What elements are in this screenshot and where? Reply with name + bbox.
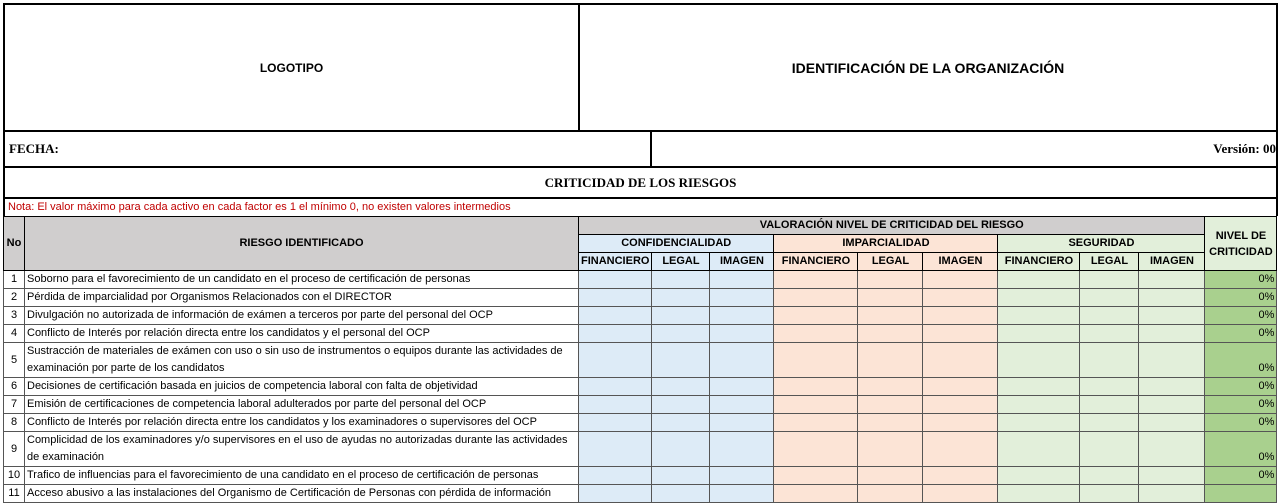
score-cell-imagen[interactable] — [710, 467, 774, 485]
score-cell-legal[interactable] — [858, 289, 923, 307]
score-cell-imagen[interactable] — [923, 271, 998, 289]
score-cell-legal[interactable] — [652, 485, 710, 503]
score-cell-financiero[interactable] — [998, 271, 1080, 289]
score-cell-financiero[interactable] — [774, 271, 858, 289]
score-cell-financiero[interactable] — [774, 396, 858, 414]
logo-label: LOGOTIPO — [259, 60, 324, 75]
score-cell-financiero[interactable] — [579, 325, 652, 343]
score-cell-financiero[interactable] — [998, 414, 1080, 432]
sub-header-financiero: FINANCIERO — [998, 253, 1080, 271]
col-header-no: No — [4, 217, 25, 271]
score-cell-legal[interactable] — [858, 432, 923, 467]
score-cell-financiero[interactable] — [579, 343, 652, 378]
row-number: 4 — [4, 325, 25, 343]
table-row — [4, 396, 1277, 414]
score-cell-financiero[interactable] — [774, 378, 858, 396]
score-cell-imagen[interactable] — [1139, 289, 1205, 307]
title-text: CRITICIDAD DE LOS RIESGOS — [544, 174, 737, 190]
criticality-level: 0% — [1205, 414, 1277, 432]
score-cell-legal[interactable] — [652, 271, 710, 289]
score-cell-legal[interactable] — [652, 467, 710, 485]
score-cell-financiero[interactable] — [579, 289, 652, 307]
score-cell-legal[interactable] — [858, 396, 923, 414]
risk-table — [3, 216, 1277, 503]
score-cell-financiero[interactable] — [774, 485, 858, 503]
score-cell-financiero[interactable] — [579, 414, 652, 432]
score-cell-imagen[interactable] — [923, 414, 998, 432]
score-cell-imagen[interactable] — [710, 325, 774, 343]
organization-identification — [578, 3, 1278, 132]
score-cell-financiero[interactable] — [998, 307, 1080, 325]
score-cell-imagen[interactable] — [923, 467, 998, 485]
score-cell-legal[interactable] — [1080, 307, 1139, 325]
fecha-label: FECHA: — [9, 141, 59, 156]
score-cell-imagen[interactable] — [710, 396, 774, 414]
score-cell-financiero[interactable] — [998, 432, 1080, 467]
score-cell-imagen[interactable] — [923, 307, 998, 325]
sub-header-financiero: FINANCIERO — [774, 253, 858, 271]
criticality-level: 0% — [1205, 467, 1277, 485]
score-cell-legal[interactable] — [1080, 271, 1139, 289]
sub-header-legal: LEGAL — [858, 253, 923, 271]
sub-header-imagen: IMAGEN — [923, 253, 998, 271]
score-cell-legal[interactable] — [652, 307, 710, 325]
risk-description: Decisiones de certificación basada en juicios de competencia laboral con falta de objetividad — [25, 378, 579, 396]
score-cell-imagen[interactable] — [1139, 343, 1205, 378]
score-cell-imagen[interactable] — [1139, 485, 1205, 503]
score-cell-financiero[interactable] — [579, 396, 652, 414]
row-number: 6 — [4, 378, 25, 396]
score-cell-legal[interactable] — [858, 325, 923, 343]
score-cell-legal[interactable] — [858, 343, 923, 378]
risk-description: Trafico de influencias para el favorecimiento de una candidato en el proceso de certificación de personas — [25, 467, 579, 485]
risk-description: Complicidad de los examinadores y/o supervisores en el uso de ayudas no autorizadas durante las actividades de examinación — [25, 432, 579, 467]
sub-header-imagen: IMAGEN — [1139, 253, 1205, 271]
score-cell-imagen[interactable] — [923, 343, 998, 378]
logo-placeholder — [3, 3, 580, 132]
row-number: 2 — [4, 289, 25, 307]
score-cell-financiero[interactable] — [774, 343, 858, 378]
table-row — [4, 325, 1277, 343]
score-cell-financiero[interactable] — [998, 378, 1080, 396]
row-number: 10 — [4, 467, 25, 485]
row-number: 11 — [4, 485, 25, 503]
score-cell-legal[interactable] — [1080, 467, 1139, 485]
version-cell — [650, 130, 1278, 168]
table-row — [4, 307, 1277, 325]
score-cell-legal[interactable] — [858, 414, 923, 432]
score-cell-legal[interactable] — [1080, 325, 1139, 343]
score-cell-imagen[interactable] — [923, 378, 998, 396]
factor-header-seguridad: SEGURIDAD — [998, 235, 1205, 253]
risk-description: Acceso abusivo a las instalaciones del Organismo de Certificación de Personas con pérdida de información — [25, 485, 579, 503]
risk-description: Soborno para el favorecimiento de un candidato en el proceso de certificación de personas — [25, 271, 579, 289]
table-row — [4, 378, 1277, 396]
score-cell-legal[interactable] — [858, 467, 923, 485]
table-row — [4, 414, 1277, 432]
score-cell-legal[interactable] — [652, 414, 710, 432]
score-cell-legal[interactable] — [1080, 414, 1139, 432]
table-row — [4, 343, 1277, 378]
risk-description: Conflicto de Interés por relación directa entre los candidatos y los examinadores o supervisores del OCP — [25, 414, 579, 432]
score-cell-financiero[interactable] — [579, 432, 652, 467]
row-number: 8 — [4, 414, 25, 432]
criticality-level: 0% — [1205, 343, 1277, 378]
row-number: 7 — [4, 396, 25, 414]
version-label: Versión: 00 — [1213, 141, 1276, 156]
sub-header-financiero: FINANCIERO — [579, 253, 652, 271]
score-cell-financiero[interactable] — [774, 467, 858, 485]
score-cell-legal[interactable] — [858, 378, 923, 396]
score-cell-legal[interactable] — [652, 289, 710, 307]
score-cell-financiero[interactable] — [774, 307, 858, 325]
score-cell-imagen[interactable] — [710, 307, 774, 325]
row-number: 9 — [4, 432, 25, 467]
col-header-riesgo: RIESGO IDENTIFICADO — [25, 217, 579, 271]
score-cell-legal[interactable] — [858, 307, 923, 325]
score-cell-imagen[interactable] — [710, 289, 774, 307]
score-cell-financiero[interactable] — [774, 289, 858, 307]
score-cell-financiero[interactable] — [579, 307, 652, 325]
score-cell-legal[interactable] — [652, 325, 710, 343]
score-cell-imagen[interactable] — [710, 343, 774, 378]
note: Nota: El valor máximo para cada activo en cada factor es 1 el mínimo 0, no existen valores intermedios — [3, 198, 1278, 216]
col-header-nivel: NIVEL DE CRITICIDAD — [1205, 217, 1277, 271]
score-cell-imagen[interactable] — [1139, 378, 1205, 396]
score-cell-financiero[interactable] — [579, 378, 652, 396]
row-number: 3 — [4, 307, 25, 325]
score-cell-financiero[interactable] — [579, 271, 652, 289]
score-cell-imagen[interactable] — [923, 325, 998, 343]
criticality-level: 0% — [1205, 307, 1277, 325]
score-cell-imagen[interactable] — [1139, 432, 1205, 467]
risk-description: Sustracción de materiales de exámen con uso o sin uso de instrumentos o equipos durante las actividades de examinación por parte de los candidatos — [25, 343, 579, 378]
score-cell-legal[interactable] — [652, 343, 710, 378]
sub-header-legal: LEGAL — [652, 253, 710, 271]
score-cell-legal[interactable] — [652, 378, 710, 396]
criticality-level: 0% — [1205, 325, 1277, 343]
score-cell-imagen[interactable] — [923, 396, 998, 414]
score-cell-legal[interactable] — [858, 271, 923, 289]
score-cell-legal[interactable] — [1080, 396, 1139, 414]
score-cell-legal[interactable] — [652, 396, 710, 414]
criticality-level: 0% — [1205, 378, 1277, 396]
risk-description: Pérdida de imparcialidad por Organismos Relacionados con el DIRECTOR — [25, 289, 579, 307]
criticality-level: 0% — [1205, 271, 1277, 289]
score-cell-financiero[interactable] — [774, 414, 858, 432]
factor-header-confidencialidad: CONFIDENCIALIDAD — [579, 235, 774, 253]
score-cell-financiero[interactable] — [998, 467, 1080, 485]
score-cell-legal[interactable] — [652, 432, 710, 467]
org-label: IDENTIFICACIÓN DE LA ORGANIZACIÓN — [791, 59, 1065, 76]
risk-description: Emisión de certificaciones de competencia laboral adulterados por parte del personal del OCP — [25, 396, 579, 414]
score-cell-legal[interactable] — [1080, 432, 1139, 467]
score-cell-imagen[interactable] — [710, 271, 774, 289]
score-cell-financiero[interactable] — [579, 485, 652, 503]
score-cell-imagen[interactable] — [1139, 396, 1205, 414]
row-number: 5 — [4, 343, 25, 378]
fecha-cell — [3, 130, 652, 168]
score-cell-legal[interactable] — [1080, 378, 1139, 396]
factor-header-imparcialidad: IMPARCIALIDAD — [774, 235, 998, 253]
score-cell-imagen[interactable] — [710, 378, 774, 396]
criticality-level: 0% — [1205, 432, 1277, 467]
score-cell-imagen[interactable] — [1139, 467, 1205, 485]
score-cell-legal[interactable] — [1080, 343, 1139, 378]
score-cell-financiero[interactable] — [998, 343, 1080, 378]
table-row — [4, 289, 1277, 307]
risk-description: Conflicto de Interés por relación directa entre los candidatos y el personal del OCP — [25, 325, 579, 343]
table-row — [4, 432, 1277, 467]
criticality-level: 0% — [1205, 396, 1277, 414]
score-cell-financiero[interactable] — [774, 432, 858, 467]
score-cell-imagen[interactable] — [710, 414, 774, 432]
score-cell-financiero[interactable] — [998, 325, 1080, 343]
score-cell-financiero[interactable] — [998, 396, 1080, 414]
score-cell-imagen[interactable] — [923, 485, 998, 503]
score-cell-legal[interactable] — [858, 485, 923, 503]
score-cell-imagen[interactable] — [1139, 307, 1205, 325]
table-row — [4, 467, 1277, 485]
sub-header-imagen: IMAGEN — [710, 253, 774, 271]
risk-description: Divulgación no autorizada de información de exámen a terceros por parte del personal del OCP — [25, 307, 579, 325]
page-title — [3, 166, 1278, 199]
row-number: 1 — [4, 271, 25, 289]
score-cell-financiero[interactable] — [774, 325, 858, 343]
score-cell-imagen[interactable] — [710, 485, 774, 503]
score-cell-imagen[interactable] — [1139, 414, 1205, 432]
score-cell-financiero[interactable] — [579, 467, 652, 485]
criticality-level — [1205, 485, 1277, 503]
criticality-level: 0% — [1205, 289, 1277, 307]
score-cell-imagen[interactable] — [923, 289, 998, 307]
score-cell-legal[interactable] — [1080, 289, 1139, 307]
score-cell-financiero[interactable] — [998, 485, 1080, 503]
sub-header-legal: LEGAL — [1080, 253, 1139, 271]
score-cell-financiero[interactable] — [998, 289, 1080, 307]
score-cell-imagen[interactable] — [923, 432, 998, 467]
group-header-valoracion: VALORACIÓN NIVEL DE CRITICIDAD DEL RIESGO — [579, 217, 1205, 235]
score-cell-imagen[interactable] — [1139, 325, 1205, 343]
score-cell-imagen[interactable] — [710, 432, 774, 467]
table-row — [4, 485, 1277, 503]
score-cell-imagen[interactable] — [1139, 271, 1205, 289]
score-cell-legal[interactable] — [1080, 485, 1139, 503]
table-row — [4, 271, 1277, 289]
